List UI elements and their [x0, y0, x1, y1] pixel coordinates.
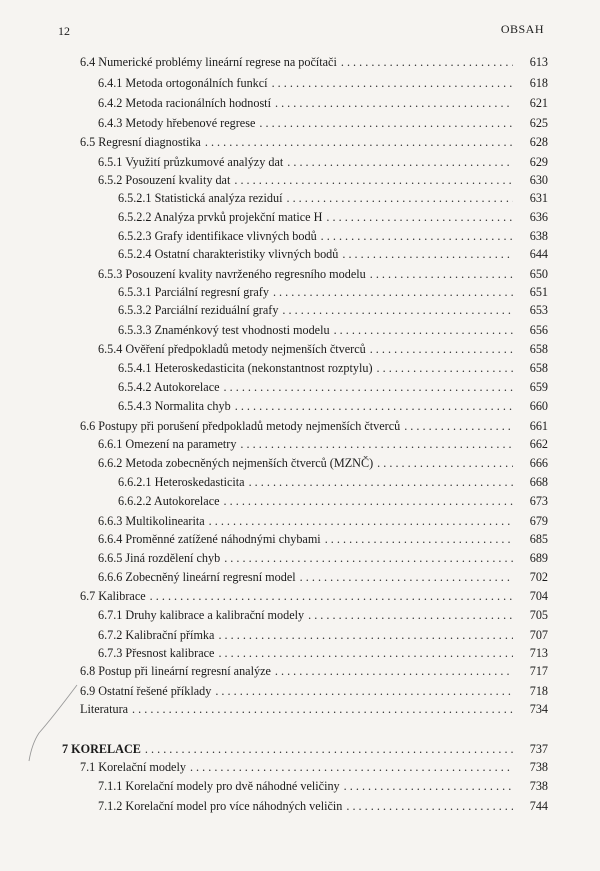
toc-entry-label: 6.4 Numerické problémy lineární regrese na počítači — [80, 55, 337, 69]
toc-entry — [98, 153, 548, 169]
toc-entry-label: 6.5 Regresní diagnostika — [80, 135, 201, 149]
toc-dot-leader — [273, 285, 513, 299]
toc-entry-page: 660 — [529, 399, 548, 413]
toc-entry-page: 702 — [529, 570, 548, 584]
toc-dot-leader — [209, 514, 513, 528]
toc-entry-label: 6.6.4 Proměnné zatížené náhodnými chybami — [98, 532, 321, 546]
toc-entry — [98, 777, 548, 793]
toc-entry-page: 713 — [529, 646, 548, 660]
toc-dot-leader — [145, 742, 513, 756]
toc-entry-label: 6.5.2.4 Ostatní charakteristiky vlivných bodů — [118, 247, 339, 261]
toc-entry-label: 6.7 Kalibrace — [80, 589, 146, 603]
toc-entry-label: 6.5.2.2 Analýza prvků projekční matice H — [118, 210, 323, 224]
toc-entry — [98, 265, 548, 281]
toc-entry-label: 6.6.6 Zobecněný lineární regresní model — [98, 570, 296, 584]
toc-entry-page: 630 — [529, 173, 548, 187]
toc-dot-leader — [224, 380, 513, 394]
running-head: OBSAH — [500, 22, 544, 36]
toc-entry-page: 704 — [529, 589, 548, 603]
toc-entry-page: 679 — [529, 514, 548, 528]
toc-entry-page: 673 — [529, 494, 548, 508]
toc-entry-label: 6.4.2 Metoda racionálních hodností — [98, 96, 271, 110]
toc-entry — [118, 227, 548, 243]
toc-dot-leader — [190, 760, 513, 774]
toc-entry — [80, 662, 548, 678]
toc-dot-leader — [249, 475, 513, 489]
toc-entry-page: 738 — [529, 779, 548, 793]
toc-entry-label: 6.5.4 Ověření předpokladů metody nejmenších čtverců — [98, 342, 366, 356]
toc-entry — [118, 321, 548, 337]
toc-dot-leader — [334, 323, 513, 337]
toc-entry-page: 717 — [529, 664, 548, 678]
toc-dot-leader — [341, 55, 513, 69]
toc-entry — [118, 359, 548, 375]
toc-entry-page: 613 — [529, 55, 548, 69]
toc-entry-page: 618 — [529, 76, 548, 90]
toc-entry — [118, 473, 548, 489]
toc-entry-page: 718 — [529, 684, 548, 698]
toc-entry-label: 6.6.1 Omezení na parametry — [98, 437, 237, 451]
toc-entry — [98, 171, 548, 187]
toc-entry — [80, 53, 548, 69]
toc-dot-leader — [218, 628, 513, 642]
toc-entry-label: 6.7.2 Kalibrační přímka — [98, 628, 215, 642]
toc-dot-leader — [287, 155, 513, 169]
toc-entry-page: 621 — [529, 96, 548, 110]
toc-entry — [118, 283, 548, 299]
toc-entry-label: 6.5.3.3 Znaménkový test vhodnosti modelu — [118, 323, 330, 337]
toc-entry — [98, 530, 548, 546]
toc-entry — [80, 587, 548, 603]
toc-entry-label: 6.5.2.1 Statistická analýza reziduí — [118, 191, 283, 205]
toc-entry — [118, 301, 548, 317]
toc-dot-leader — [321, 229, 513, 243]
toc-entry-page: 689 — [529, 551, 548, 565]
toc-entry — [98, 74, 548, 90]
toc-entry-page: 631 — [529, 191, 548, 205]
toc-entry-label: 6.6.5 Jiná rozdělení chyb — [98, 551, 221, 565]
toc-entry-page: 625 — [529, 116, 548, 130]
toc-dot-leader — [326, 210, 513, 224]
toc-entry-page: 651 — [529, 285, 548, 299]
toc-entry — [98, 797, 548, 813]
toc-entry-page: 738 — [529, 760, 548, 774]
toc-dot-leader — [325, 532, 513, 546]
toc-entry-label: 6.4.1 Metoda ortogonálních funkcí — [98, 76, 268, 90]
toc-entry — [62, 740, 548, 756]
toc-dot-leader — [234, 173, 513, 187]
toc-entry-label: 6.7.3 Přesnost kalibrace — [98, 646, 215, 660]
toc-dot-leader — [346, 799, 513, 813]
toc-entry-label: 6.6 Postupy při porušení předpokladů metody nejmenších čtverců — [80, 419, 401, 433]
toc-entry-page: 644 — [529, 247, 548, 261]
toc-entry-label: 6.6.2 Metoda zobecněných nejmenších čtverců (MZNČ) — [98, 456, 374, 470]
toc-dot-leader — [377, 361, 513, 375]
toc-entry-page: 662 — [529, 437, 548, 451]
toc-entry-label: 6.6.3 Multikolinearita — [98, 514, 205, 528]
toc-entry-page: 658 — [529, 361, 548, 375]
toc-entry-page: 653 — [529, 303, 548, 317]
toc-entry-label: 6.5.4.1 Heteroskedasticita (nekonstantnost rozptylu) — [118, 361, 373, 375]
toc-entry-label: 7.1.2 Korelační model pro více náhodných veličin — [98, 799, 343, 813]
toc-entry-label: 6.5.3 Posouzení kvality navrženého regresního modelu — [98, 267, 366, 281]
toc-entry-label: 6.5.3.1 Parciální regresní grafy — [118, 285, 269, 299]
toc-entry-label: Literatura — [80, 702, 129, 716]
toc-entry — [98, 606, 548, 622]
toc-dot-leader — [259, 116, 513, 130]
toc-entry — [98, 454, 548, 470]
toc-entry — [118, 208, 548, 224]
toc-entry — [98, 512, 548, 528]
toc-entry-page: 650 — [529, 267, 548, 281]
toc-dot-leader — [344, 779, 513, 793]
toc-entry — [118, 378, 548, 394]
toc-entry-label: 6.6.2.1 Heteroskedasticita — [118, 475, 245, 489]
toc-entry-label: 6.5.1 Využití průzkumové analýzy dat — [98, 155, 284, 169]
toc-entry-page: 658 — [529, 342, 548, 356]
toc-dot-leader — [282, 303, 513, 317]
page-number: 12 — [58, 24, 70, 38]
toc-entry-page: 629 — [529, 155, 548, 169]
toc-dot-leader — [224, 494, 513, 508]
toc-entry — [80, 758, 548, 774]
toc-entry-label: 7 KORELACE — [62, 742, 141, 756]
toc-entry-label: 6.5.4.3 Normalita chyb — [118, 399, 231, 413]
toc-entry — [98, 114, 548, 130]
toc-dot-leader — [377, 456, 513, 470]
pencil-mark — [25, 683, 85, 763]
toc-entry — [98, 435, 548, 451]
toc-dot-leader — [308, 608, 513, 622]
toc-entry — [80, 700, 548, 716]
toc-entry-page: 656 — [529, 323, 548, 337]
toc-entry-label: 7.1.1 Korelační modely pro dvě náhodné veličiny — [98, 779, 340, 793]
toc-entry — [80, 417, 548, 433]
toc-entry-page: 707 — [529, 628, 548, 642]
toc-entry — [118, 245, 548, 261]
toc-dot-leader — [300, 570, 513, 584]
toc-entry — [98, 568, 548, 584]
toc-dot-leader — [272, 76, 513, 90]
toc-entry-page: 636 — [529, 210, 548, 224]
toc-entry — [98, 340, 548, 356]
toc-entry — [80, 133, 548, 149]
toc-dot-leader — [215, 684, 513, 698]
toc-entry — [98, 626, 548, 642]
toc-entry-page: 638 — [529, 229, 548, 243]
toc-entry — [98, 94, 548, 110]
toc-entry-page: 668 — [529, 475, 548, 489]
toc-dot-leader — [370, 342, 513, 356]
toc-dot-leader — [150, 589, 513, 603]
toc-entry-label: 6.5.3.2 Parciální reziduální grafy — [118, 303, 279, 317]
toc-dot-leader — [404, 419, 513, 433]
toc-entry-label: 6.9 Ostatní řešené příklady — [80, 684, 212, 698]
toc-entry — [98, 549, 548, 565]
toc-entry-label: 6.4.3 Metody hřebenové regrese — [98, 116, 256, 130]
toc-entry — [118, 492, 548, 508]
toc-entry-page: 734 — [529, 702, 548, 716]
toc-dot-leader — [240, 437, 513, 451]
toc-entry — [98, 644, 548, 660]
toc-entry-label: 6.8 Postup při lineární regresní analýze — [80, 664, 271, 678]
toc-entry-page: 661 — [529, 419, 548, 433]
toc-entry-page: 628 — [529, 135, 548, 149]
toc-dot-leader — [370, 267, 513, 281]
toc-entry — [80, 682, 548, 698]
toc-dot-leader — [132, 702, 513, 716]
toc-entry-label: 6.7.1 Druhy kalibrace a kalibrační modely — [98, 608, 305, 622]
toc-entry — [118, 189, 548, 205]
toc-dot-leader — [224, 551, 513, 565]
toc-entry-page: 666 — [529, 456, 548, 470]
toc-dot-leader — [218, 646, 513, 660]
toc-entry-label: 6.5.2.3 Grafy identifikace vlivných bodů — [118, 229, 317, 243]
toc-entry-page: 705 — [529, 608, 548, 622]
toc-dot-leader — [275, 96, 513, 110]
toc-dot-leader — [286, 191, 513, 205]
toc-entry — [118, 397, 548, 413]
toc-entry-page: 744 — [529, 799, 548, 813]
toc-entry-page: 737 — [529, 742, 548, 756]
toc-dot-leader — [235, 399, 513, 413]
toc-entry-label: 6.5.2 Posouzení kvality dat — [98, 173, 231, 187]
toc-entry-label: 6.5.4.2 Autokorelace — [118, 380, 220, 394]
toc-dot-leader — [205, 135, 513, 149]
toc-entry-page: 659 — [529, 380, 548, 394]
toc-entry-label: 7.1 Korelační modely — [80, 760, 186, 774]
toc-entry-label: 6.6.2.2 Autokorelace — [118, 494, 220, 508]
toc-dot-leader — [342, 247, 513, 261]
toc-entry-page: 685 — [529, 532, 548, 546]
toc-dot-leader — [275, 664, 513, 678]
